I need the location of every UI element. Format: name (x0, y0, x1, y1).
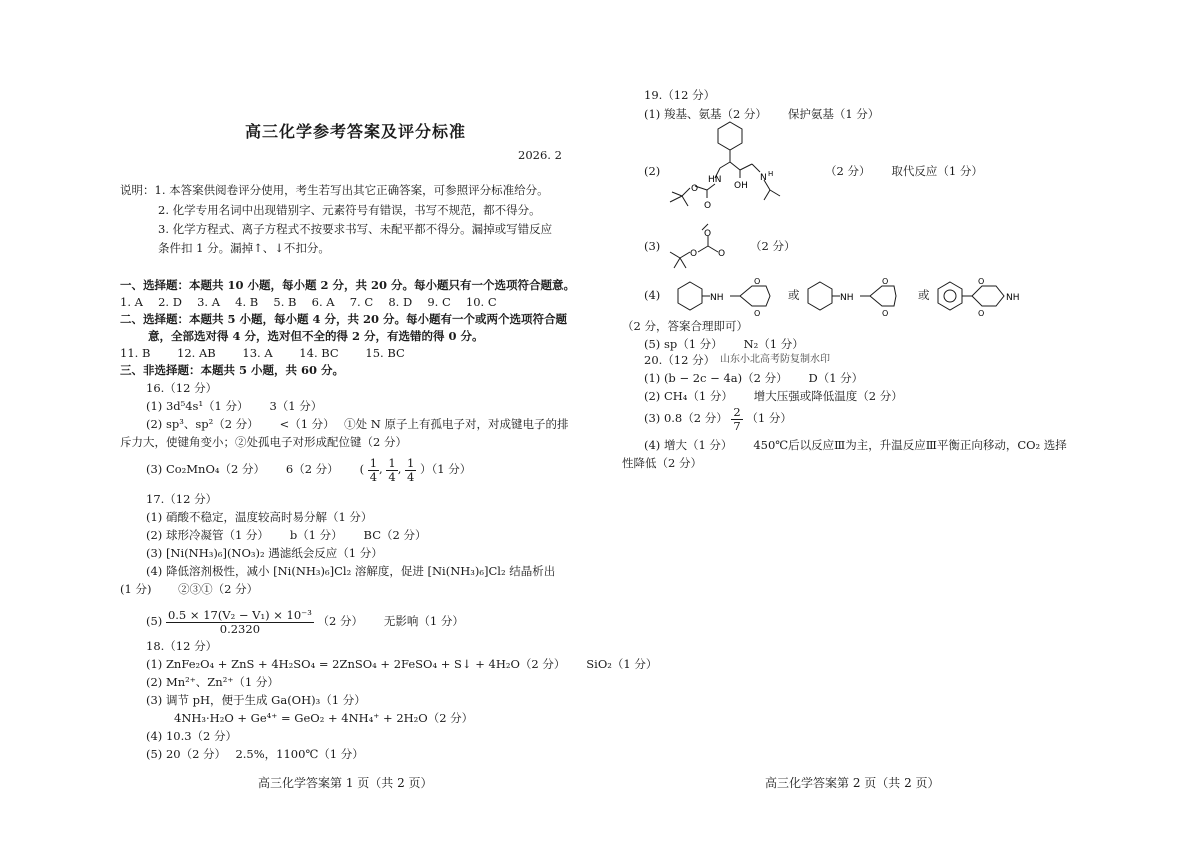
q17-part-5-label: (5) (146, 614, 163, 628)
mol4c-atom-o2: O (978, 309, 985, 318)
q17-part-1: (1) 硝酸不稳定，温度较高时易分解（1 分） (146, 510, 373, 524)
q19-part-2-structure (660, 118, 820, 218)
document-date: 2026. 2 (518, 148, 562, 162)
q17-part-2: (2) 球形冷凝管（1 分） b（1 分） BC（2 分） (146, 528, 427, 542)
q18-part-1: (1) ZnFe₂O₄ + ZnS + 4H₂SO₄ = 2ZnSO₄ + 2FeSO₄ + S↓ + 4H₂O（2 分） SiO₂（1 分） (146, 657, 658, 671)
mol2-atom-hn: HN (708, 175, 722, 185)
note-2: 2. 化学专用名词中出现错别字、元素符号有错误，书写不规范，都不得分。 (158, 203, 541, 217)
q19-part-2-label: (2) (644, 164, 661, 178)
q16-heading: 16.（12 分） (146, 381, 218, 395)
q16-part-2-line1: (2) sp³、sp²（2 分） <（1 分） ①处 N 原子上有孤电子对，对成键电子的排 (146, 417, 569, 431)
section-2-header-line2: 意，全部选对得 4 分，选对但不全的得 2 分，有选错的得 0 分。 (148, 329, 484, 343)
q19-part-2-suffix: （2 分） 取代反应（1 分） (825, 164, 983, 178)
q17-part-5 (146, 606, 464, 636)
mol4a-atom-o2: O (754, 309, 761, 318)
q18-part-5: (5) 20（2 分） 2.5%，1100℃（1 分） (146, 747, 364, 761)
page-1-footer: 高三化学答案第 1 页（共 2 页） (258, 776, 433, 790)
q16-part-3: (3) Co₂MnO₄（2 分） 6（2 分） ( $\frac{1}{4}$ , $\frac{1}{4}$ , $\frac{1}{4}$ ）（1 分） (146, 455, 472, 484)
q20-heading: 20.（12 分） (644, 353, 716, 367)
q18-heading: 18.（12 分） (146, 639, 218, 653)
section-2-header-line1: 二、选择题：本题共 5 小题，每小题 4 分，共 20 分。每小题有一个或两个选项符合题 (120, 312, 568, 326)
mol2-atom-o2: O (704, 201, 712, 211)
q18-part-4: (4) 10.3（2 分） (146, 729, 238, 743)
q17-part-3: (3) [Ni(NH₃)₆](NO₃)₂ 遇滤纸会反应（1 分） (146, 546, 383, 560)
q19-part-3-label: (3) (644, 239, 661, 253)
mol3-atom-o1: O (690, 249, 698, 259)
q19-part-4-or-1: 或 (788, 288, 800, 302)
q18-part-3-line2: 4NH₃·H₂O + Ge⁴⁺ = GeO₂ + 4NH₄⁺ + 2H₂O（2 分） (174, 711, 474, 725)
q17-part-4-line1: (4) 降低溶剂极性，减小 [Ni(NH₃)₆]Cl₂ 溶解度，促进 [Ni(NH₃)₆]Cl₂ 结晶析出 (146, 564, 556, 578)
coord-fraction-y: $\frac{1}{4}$ (388, 455, 396, 484)
q16-part-2-line2: 斥力大，使键角变小；②处孤电子对形成配位键（2 分） (120, 435, 407, 449)
section-1-answers: 1. A 2. D 3. A 4. B 5. B 6. A 7. C 8. D 9. C 10. C (120, 295, 497, 309)
mol4b-atom-o2: O (882, 309, 889, 318)
q20-part-3-suffix: （1 分） (746, 411, 792, 425)
q20-part-2: (2) CH₄（1 分） 增大压强或降低温度（2 分） (644, 389, 903, 403)
q17-heading: 17.（12 分） (146, 492, 218, 506)
q19-part-5: (5) sp（1 分） N₂（1 分） (644, 337, 804, 351)
mol4c-atom-o1: O (978, 277, 985, 286)
q19-heading: 19.（12 分） (644, 88, 716, 102)
q20-part-1: (1) (b − 2c − 4a)（2 分） D（1 分） (644, 371, 864, 385)
mol2-atom-n: N (760, 173, 767, 183)
section-1-header: 一、选择题：本题共 10 小题，每小题 2 分，共 20 分。每小题只有一个选项符合题意。 (120, 278, 576, 292)
q19-part-4-or-2: 或 (918, 288, 930, 302)
section-2-answers: 11. B 12. AB 13. A 14. BC 15. BC (120, 346, 405, 360)
mol4b-atom-o1: O (882, 277, 889, 286)
note-4: 条件扣 1 分。漏掉↑、↓不扣分。 (158, 241, 330, 255)
q18-part-2: (2) Mn²⁺、Zn²⁺（1 分） (146, 675, 279, 689)
q20-part-3-prefix: (3) 0.8（2 分） (644, 411, 728, 425)
q19-part-4-structures (670, 272, 1070, 322)
mol3-atom-o3: O (718, 249, 726, 259)
q17-part-5-formula: $\frac{\text{0.5 × 17(V₂ − V₁) × 10⁻³}}{0.2320}$ (167, 607, 312, 636)
mol4c-atom-nh: NH (1006, 293, 1020, 303)
section-3-header: 三、非选择题：本题共 5 小题，共 60 分。 (120, 363, 345, 377)
q20-part-4-line2: 性降低（2 分） (622, 456, 702, 470)
mol4a-atom-nh: NH (710, 293, 724, 303)
q19-part-3-suffix: （2 分） (750, 239, 796, 253)
mol4a-atom-o1: O (754, 277, 761, 286)
mol2-atom-h: H (768, 170, 774, 178)
mol4b-atom-nh: NH (840, 293, 854, 303)
q20-part-3-fraction: $\frac{2}{7}$ (733, 404, 741, 433)
q19-part-4-suffix: （2 分，答案合理即可） (622, 319, 748, 333)
q20-part-4-line1: (4) 增大（1 分） 450℃后以反应Ⅲ为主，升温反应Ⅲ平衡正向移动，CO₂ 选择 (644, 438, 1067, 452)
q18-part-3-line1: (3) 调节 pH，便于生成 Ga(OH)₃（1 分） (146, 693, 366, 707)
note-3: 3. 化学方程式、离子方程式不按要求书写、未配平都不得分。漏掉或写错反应 (158, 222, 553, 236)
q17-part-5-suffix: （2 分） 无影响（1 分） (317, 614, 464, 628)
q16-part-3-suffix: ）（1 分） (419, 462, 472, 476)
q17-part-4-line2: (1 分) ②③①（2 分） (120, 582, 259, 596)
note-1: 说明：1. 本答案供阅卷评分使用，考生若写出其它正确答案，可参照评分标准给分。 (120, 183, 549, 197)
page-2-footer: 高三化学答案第 2 页（共 2 页） (765, 776, 940, 790)
q19-part-4-label: (4) (644, 288, 661, 302)
q16-part-1: (1) 3d⁵4s¹（1 分） 3（1 分） (146, 399, 323, 413)
mol2-atom-oh: OH (734, 181, 748, 191)
q19-part-3-structure (660, 222, 740, 272)
document-title: 高三化学参考答案及评分标准 (245, 122, 467, 141)
coord-fraction-x: $\frac{1}{4}$ (369, 455, 378, 484)
coord-fraction-z: $\frac{1}{4}$ (407, 455, 415, 484)
watermark-text: 山东小北高考防复制水印 (720, 354, 830, 365)
answer-page-2 (600, 0, 1200, 849)
mol3-atom-o2: O (704, 229, 712, 239)
q20-part-3 (644, 404, 792, 433)
q19-part-1: (1) 羧基、氨基（2 分） 保护氨基（1 分） (644, 107, 880, 121)
mol2-atom-o1: O (691, 184, 699, 194)
q16-part-3-prefix: (3) Co₂MnO₄（2 分） 6（2 分） ( (146, 462, 365, 476)
